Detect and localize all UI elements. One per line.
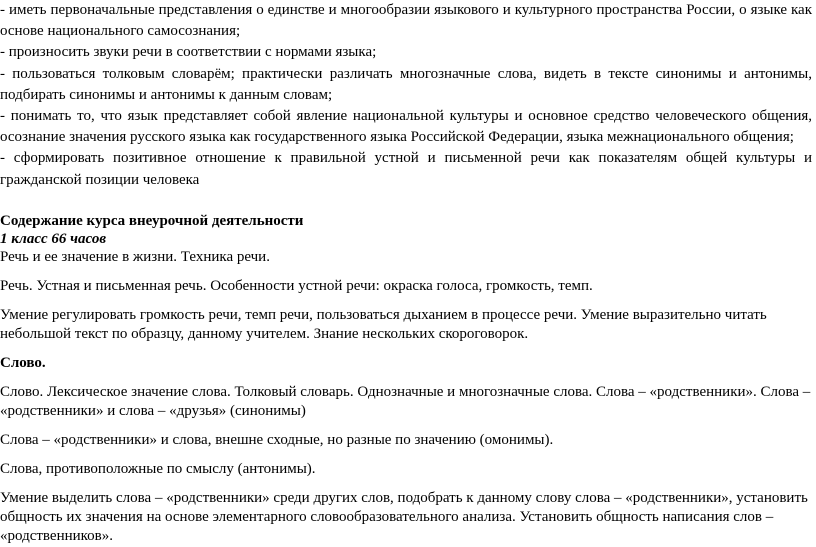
spacer (0, 191, 812, 212)
speech-paragraph: Речь. Устная и письменная речь. Особенности устной речи: окраска голоса, громкость, темп. (0, 277, 593, 294)
outcome-item: - произносить звуки речи в соответствии с нормами языка; (0, 44, 377, 61)
course-heading: Содержание курса внеурочной деятельности (0, 212, 304, 229)
outcome-item: - пользоваться толковым словарём; практически различать многозначные слова, видеть в тексте синонимы и антонимы, подбирать синонимы и антонимы к данным словам; (0, 65, 812, 103)
antonyms-paragraph: Слова, противоположные по смыслу (антонимы). (0, 460, 316, 477)
outcomes-list (0, 0, 812, 191)
intro-paragraph: Речь и ее значение в жизни. Техника речи. (0, 248, 270, 265)
outcome-item: - иметь первоначальные представления о единстве и многообразии языкового и культурного пространства России, о языке как основе национального самосознания; (0, 2, 812, 40)
word-paragraph: Слово. Лексическое значение слова. Толковый словарь. Однозначные и многозначные слова. Слова – «родственники». Слова – «родственники» и слова – «друзья» (синонимы) (0, 383, 811, 419)
outcome-item: - сформировать позитивное отношение к правильной устной и письменной речи как показателям общей культуры и гражданской позиции человека (0, 150, 812, 188)
relatives-paragraph: Умение выделить слова – «родственники» среди других слов, подобрать к данному слову слова – «родственники», установить общность их значения на основе элементарного словообразовательного анализа. Установить общность написания слов – «родственников». (0, 489, 808, 544)
section-title-word: Слово. (0, 354, 46, 371)
outcome-item: - понимать то, что язык представляет собой явление национальной культуры и основное средство человеческого общения, осознание значения русского языка как государственного языка Российской Федерации, языка межнационального общения; (0, 108, 812, 146)
homonyms-paragraph: Слова – «родственники» и слова, внешне сходные, но разные по значению (омонимы). (0, 431, 554, 448)
grade-subheading: 1 класс 66 часов (0, 230, 107, 247)
skills-paragraph: Умение регулировать громкость речи, темп речи, пользоваться дыханием в процессе речи. Умение выразительно читать небольшой текст по образцу, данному учителем. Знание нескольких скороговорок. (0, 306, 767, 342)
